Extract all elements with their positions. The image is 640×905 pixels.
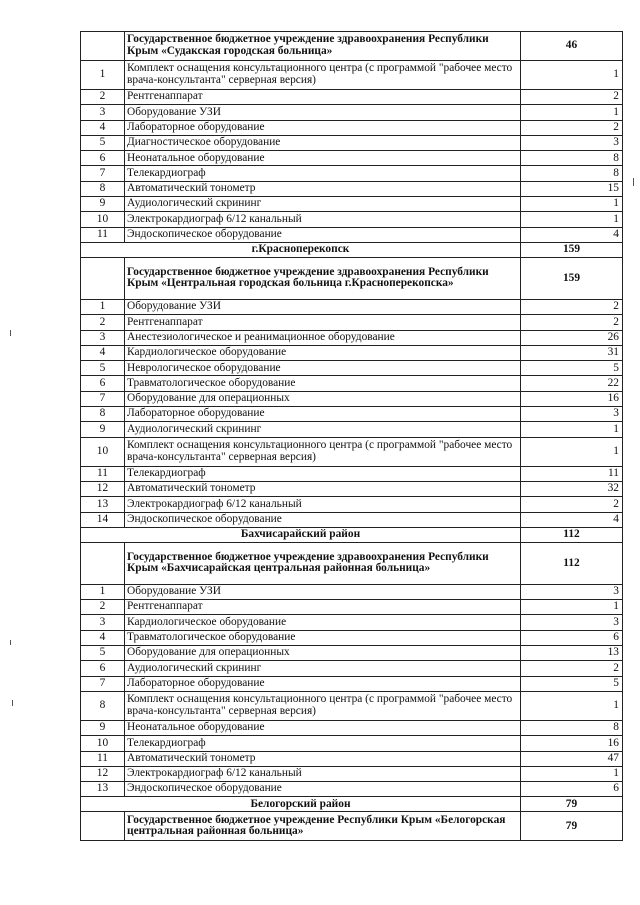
equipment-name: Оборудование УЗИ — [125, 299, 521, 314]
row-number: 5 — [81, 646, 125, 661]
equipment-quantity: 1 — [521, 197, 623, 212]
equipment-name: Телекардиограф — [125, 166, 521, 181]
equipment-quantity: 11 — [521, 466, 623, 481]
equipment-name: Телекардиограф — [125, 736, 521, 751]
region-name: Белогорский район — [81, 797, 521, 812]
row-number: 8 — [81, 181, 125, 196]
region-total: 159 — [521, 242, 623, 257]
equipment-row — [81, 615, 623, 630]
equipment-quantity: 1 — [521, 61, 623, 90]
equipment-row — [81, 151, 623, 166]
organization-name: Государственное бюджетное учреждение здравоохранения Республики Крым «Бахчисарайская центральная районная больница» — [125, 542, 521, 584]
equipment-quantity: 2 — [521, 299, 623, 314]
equipment-quantity: 3 — [521, 615, 623, 630]
row-number: 11 — [81, 751, 125, 766]
row-number: 6 — [81, 151, 125, 166]
organization-row — [81, 257, 623, 299]
row-number: 2 — [81, 315, 125, 330]
equipment-row — [81, 197, 623, 212]
equipment-quantity: 31 — [521, 345, 623, 360]
equipment-row — [81, 720, 623, 735]
organization-row — [81, 812, 623, 841]
row-number: 1 — [81, 299, 125, 314]
equipment-row — [81, 466, 623, 481]
equipment-row — [81, 376, 623, 391]
equipment-name: Травматологическое оборудование — [125, 630, 521, 645]
equipment-quantity: 2 — [521, 497, 623, 512]
organization-total: 46 — [521, 32, 623, 61]
row-number: 6 — [81, 376, 125, 391]
organization-name: Государственное бюджетное учреждение Республики Крым «Белогорская центральная районная больница» — [125, 812, 521, 841]
region-name: г.Красноперекопск — [81, 242, 521, 257]
row-number: 7 — [81, 676, 125, 691]
row-number: 1 — [81, 584, 125, 599]
equipment-quantity: 4 — [521, 512, 623, 527]
organization-row — [81, 32, 623, 61]
equipment-quantity: 2 — [521, 315, 623, 330]
equipment-quantity: 3 — [521, 135, 623, 150]
equipment-name: Комплект оснащения консультационного центра (с программой "рабочее место врача-консультанта" серверная версия) — [125, 61, 521, 90]
organization-name: Государственное бюджетное учреждение здравоохранения Республики Крым «Судакская городская больница» — [125, 32, 521, 61]
equipment-row — [81, 407, 623, 422]
equipment-quantity: 1 — [521, 212, 623, 227]
region-name: Бахчисарайский район — [81, 527, 521, 542]
equipment-name: Аудиологический скрининг — [125, 422, 521, 437]
equipment-quantity: 16 — [521, 736, 623, 751]
row-number: 3 — [81, 330, 125, 345]
equipment-quantity: 8 — [521, 166, 623, 181]
equipment-name: Неонатальное оборудование — [125, 720, 521, 735]
region-row — [81, 242, 623, 257]
row-number: 6 — [81, 661, 125, 676]
equipment-row — [81, 105, 623, 120]
row-number: 5 — [81, 135, 125, 150]
equipment-row — [81, 600, 623, 615]
equipment-name: Анестезиологическое и реанимационное оборудование — [125, 330, 521, 345]
row-number: 4 — [81, 120, 125, 135]
equipment-row — [81, 646, 623, 661]
equipment-name: Эндоскопическое оборудование — [125, 782, 521, 797]
equipment-quantity: 26 — [521, 330, 623, 345]
equipment-row — [81, 299, 623, 314]
equipment-quantity: 15 — [521, 181, 623, 196]
region-total: 112 — [521, 527, 623, 542]
equipment-name: Оборудование УЗИ — [125, 105, 521, 120]
row-number: 9 — [81, 422, 125, 437]
equipment-quantity: 1 — [521, 766, 623, 781]
scan-margin-mark — [12, 700, 13, 706]
equipment-row — [81, 691, 623, 720]
organization-name: Государственное бюджетное учреждение здравоохранения Республики Крым «Центральная городская больница г.Красноперекопска» — [125, 257, 521, 299]
equipment-row — [81, 330, 623, 345]
equipment-row — [81, 630, 623, 645]
equipment-row — [81, 227, 623, 242]
row-number: 4 — [81, 630, 125, 645]
row-number: 14 — [81, 512, 125, 527]
equipment-quantity: 6 — [521, 630, 623, 645]
equipment-name: Неврологическое оборудование — [125, 361, 521, 376]
scan-margin-mark — [633, 178, 634, 186]
row-number: 8 — [81, 407, 125, 422]
row-number: 13 — [81, 497, 125, 512]
equipment-row — [81, 166, 623, 181]
equipment-name: Оборудование для операционных — [125, 391, 521, 406]
row-number: 9 — [81, 720, 125, 735]
equipment-name: Диагностическое оборудование — [125, 135, 521, 150]
region-row — [81, 527, 623, 542]
row-number: 2 — [81, 600, 125, 615]
equipment-quantity: 2 — [521, 661, 623, 676]
organization-total: 112 — [521, 542, 623, 584]
organization-total: 79 — [521, 812, 623, 841]
equipment-name: Эндоскопическое оборудование — [125, 512, 521, 527]
equipment-quantity: 8 — [521, 720, 623, 735]
row-number: 11 — [81, 227, 125, 242]
scan-margin-mark — [10, 640, 11, 645]
row-number: 9 — [81, 197, 125, 212]
row-number — [81, 812, 125, 841]
row-number — [81, 32, 125, 61]
row-number: 10 — [81, 437, 125, 466]
row-number: 7 — [81, 166, 125, 181]
equipment-quantity: 1 — [521, 422, 623, 437]
equipment-name: Аудиологический скрининг — [125, 197, 521, 212]
equipment-quantity: 13 — [521, 646, 623, 661]
equipment-row — [81, 315, 623, 330]
equipment-row — [81, 422, 623, 437]
row-number: 12 — [81, 766, 125, 781]
equipment-quantity: 3 — [521, 407, 623, 422]
equipment-name: Травматологическое оборудование — [125, 376, 521, 391]
row-number: 10 — [81, 212, 125, 227]
equipment-row — [81, 584, 623, 599]
equipment-row — [81, 782, 623, 797]
equipment-quantity: 16 — [521, 391, 623, 406]
equipment-name: Лабораторное оборудование — [125, 120, 521, 135]
equipment-row — [81, 361, 623, 376]
equipment-name: Кардиологическое оборудование — [125, 345, 521, 360]
equipment-quantity: 1 — [521, 105, 623, 120]
region-row — [81, 797, 623, 812]
equipment-name: Электрокардиограф 6/12 канальный — [125, 766, 521, 781]
row-number: 2 — [81, 90, 125, 105]
equipment-name: Лабораторное оборудование — [125, 407, 521, 422]
row-number: 11 — [81, 466, 125, 481]
equipment-quantity: 3 — [521, 584, 623, 599]
row-number: 3 — [81, 615, 125, 630]
equipment-row — [81, 751, 623, 766]
equipment-row — [81, 212, 623, 227]
equipment-name: Электрокардиограф 6/12 канальный — [125, 212, 521, 227]
equipment-name: Неонатальное оборудование — [125, 151, 521, 166]
equipment-quantity: 47 — [521, 751, 623, 766]
equipment-quantity: 6 — [521, 782, 623, 797]
equipment-row — [81, 345, 623, 360]
row-number: 5 — [81, 361, 125, 376]
equipment-name: Рентгенаппарат — [125, 90, 521, 105]
equipment-name: Телекардиограф — [125, 466, 521, 481]
row-number: 1 — [81, 61, 125, 90]
equipment-table-body — [81, 32, 623, 841]
row-number: 13 — [81, 782, 125, 797]
equipment-quantity: 5 — [521, 676, 623, 691]
equipment-name: Оборудование для операционных — [125, 646, 521, 661]
equipment-name: Лабораторное оборудование — [125, 676, 521, 691]
equipment-quantity: 8 — [521, 151, 623, 166]
row-number: 3 — [81, 105, 125, 120]
equipment-name: Автоматический тонометр — [125, 181, 521, 196]
equipment-name: Комплект оснащения консультационного центра (с программой "рабочее место врача-консультанта" серверная версия) — [125, 691, 521, 720]
equipment-row — [81, 391, 623, 406]
equipment-row — [81, 181, 623, 196]
equipment-quantity: 32 — [521, 481, 623, 496]
equipment-name: Комплект оснащения консультационного центра (с программой "рабочее место врача-консультанта" серверная версия) — [125, 437, 521, 466]
equipment-quantity: 5 — [521, 361, 623, 376]
equipment-row — [81, 90, 623, 105]
equipment-name: Автоматический тонометр — [125, 481, 521, 496]
equipment-name: Электрокардиограф 6/12 канальный — [125, 497, 521, 512]
equipment-name: Рентгенаппарат — [125, 315, 521, 330]
equipment-row — [81, 736, 623, 751]
equipment-row — [81, 135, 623, 150]
equipment-quantity: 22 — [521, 376, 623, 391]
equipment-quantity: 2 — [521, 120, 623, 135]
equipment-row — [81, 512, 623, 527]
equipment-row — [81, 661, 623, 676]
organization-row — [81, 542, 623, 584]
equipment-quantity: 1 — [521, 600, 623, 615]
row-number — [81, 257, 125, 299]
equipment-row — [81, 676, 623, 691]
row-number: 7 — [81, 391, 125, 406]
equipment-quantity: 1 — [521, 691, 623, 720]
row-number: 12 — [81, 481, 125, 496]
equipment-row — [81, 481, 623, 496]
equipment-row — [81, 437, 623, 466]
equipment-quantity: 2 — [521, 90, 623, 105]
equipment-name: Кардиологическое оборудование — [125, 615, 521, 630]
row-number — [81, 542, 125, 584]
region-total: 79 — [521, 797, 623, 812]
row-number: 10 — [81, 736, 125, 751]
equipment-name: Эндоскопическое оборудование — [125, 227, 521, 242]
equipment-row — [81, 497, 623, 512]
equipment-table — [80, 31, 623, 841]
row-number: 4 — [81, 345, 125, 360]
equipment-quantity: 4 — [521, 227, 623, 242]
equipment-name: Оборудование УЗИ — [125, 584, 521, 599]
equipment-row — [81, 120, 623, 135]
equipment-name: Автоматический тонометр — [125, 751, 521, 766]
row-number: 8 — [81, 691, 125, 720]
equipment-row — [81, 766, 623, 781]
scan-margin-mark — [10, 330, 11, 336]
equipment-name: Рентгенаппарат — [125, 600, 521, 615]
equipment-name: Аудиологический скрининг — [125, 661, 521, 676]
equipment-quantity: 1 — [521, 437, 623, 466]
organization-total: 159 — [521, 257, 623, 299]
equipment-row — [81, 61, 623, 90]
